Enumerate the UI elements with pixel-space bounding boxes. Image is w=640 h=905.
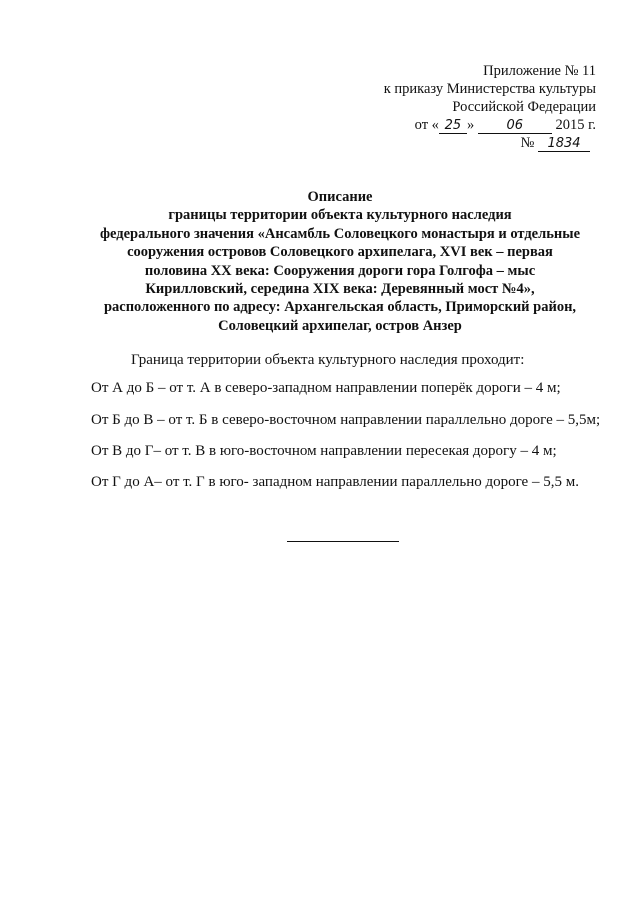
date-year: 2015 г. [555, 117, 596, 133]
order-reference: к приказу Министерства культуры [383, 81, 596, 97]
title-line: половина XX века: Сооружения дороги гора Голгофа – мыс [144, 262, 536, 279]
title-line: Кирилловский, середина XIX века: Деревянный мост №4», [145, 281, 535, 298]
closing-separator [287, 541, 399, 542]
date-day: 25 [439, 118, 467, 134]
number-value: 1834 [538, 136, 590, 152]
order-date [336, 116, 596, 134]
boundary-segment: От А до Б – от т. А в северо-западном направлении поперёк дороги – 4 м; [91, 380, 561, 396]
boundary-intro: Граница территории объекта культурного наследия проходит: [131, 352, 525, 368]
appendix-number: Приложение № 11 [483, 63, 596, 79]
title-line: сооружения островов Соловецкого архипелага, XVI век – первая [127, 244, 553, 261]
boundary-segment: От Г до А– от т. Г в юго- западном направлении параллельно дороге – 5,5 м. [91, 474, 579, 490]
appendix-header [336, 62, 596, 152]
title-line: Описание [307, 189, 373, 205]
boundary-segment: От Б до В – от т. Б в северо-восточном направлении параллельно дороге – 5,5м; [91, 412, 601, 428]
federation-name: Российской Федерации [452, 99, 596, 115]
document-title [60, 188, 620, 335]
date-mid: » [466, 117, 475, 133]
title-line: границы территории объекта культурного наследия [168, 207, 512, 224]
title-line: расположенного по адресу: Архангельская область, Приморский район, [103, 299, 577, 316]
date-prefix: от « [414, 117, 439, 133]
title-line: Соловецкий архипелаг, остров Анзер [218, 317, 462, 334]
boundary-segment: От В до Г– от т. В в юго-восточном направлении пересекая дорогу – 4 м; [91, 443, 557, 459]
title-line: федерального значения «Ансамбль Соловецкого монастыря и отдельные [99, 225, 581, 242]
number-prefix: № [520, 135, 535, 151]
order-number [336, 134, 596, 152]
date-month: 06 [478, 118, 552, 134]
